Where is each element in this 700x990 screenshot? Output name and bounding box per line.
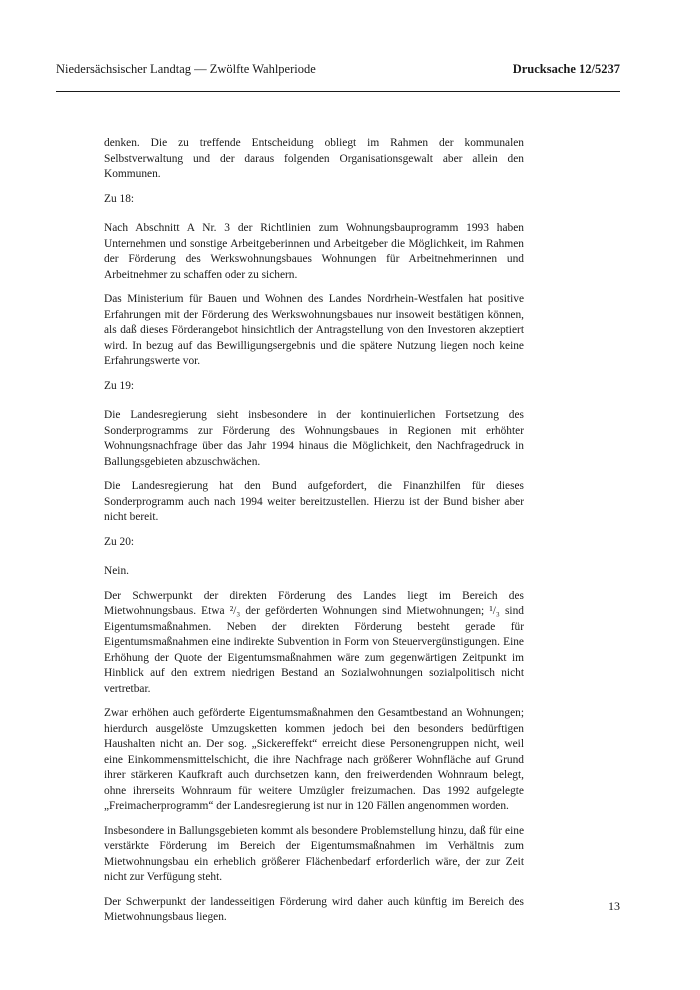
document-number: Drucksache 12/5237: [512, 62, 620, 76]
paragraph: Insbesondere in Ballungsgebieten kommt als besondere Problemstellung hinzu, daß für eine verstärkte Förderung im Bereich der Eigentumsmaßnahmen im Verhältnis zum Mietwohnungsbau ein erheblich größerer Flächenbedarf erforderlich wäre, der zur Zeit nicht zur Verfügung steht.: [104, 824, 524, 883]
paragraph: Die Landesregierung hat den Bund aufgefordert, die Finanzhilfen für dieses Sonderprogramm auch nach 1994 weiter bereitzustellen. Hierzu ist der Bund bisher aber nicht bereit.: [104, 480, 524, 523]
header-rule: [56, 91, 620, 92]
paragraph: Der Schwerpunkt der direkten Förderung des Landes liegt im Bereich des Mietwohnungsbaus. Etwa ²/₃ der geförderten Wohnungen sind Mietwohnungen; ¹/₃ sind Eigentumsmaßnahmen. Neben der direkten Förderung besteht gerade für Eigentumsmaßnahmen eine indirekte Subvention in Form von Steuervergünstigungen. Eine Erhöhung der Quote der Eigentumsmaßnahmen wäre zum gegenwärtigen Zeitpunkt im Hinblick auf den extrem niedrigen Bestand an Sozialwohnungen sozialpolitisch nicht vertretbar.: [104, 589, 524, 695]
section-heading-20: Zu 20:: [104, 535, 135, 548]
paragraph: Das Ministerium für Bauen und Wohnen des Landes Nordrhein-Westfalen hat positive Erfahrungen mit der Förderung des Werkswohnungsbaues nur insoweit bestätigen können, als daß dieses Förderangebot hinsichtlich der Antragstellung von den Investoren akzeptiert wird. In bezug auf das Bewilligungsergebnis und die spätere Nutzung liegen noch keine Erfahrungswerte vor.: [104, 293, 524, 367]
paragraph: Nach Abschnitt A Nr. 3 der Richtlinien zum Wohnungsbauprogramm 1993 haben Unternehmen und sonstige Arbeitgeberinnen und Arbeitgeber die Möglichkeit, im Rahmen der Förderung des Werkswohnungsbaues Wohnungen für Arbeitnehmerinnen und Arbeitnehmer zu schaffen oder zu sichern.: [104, 222, 524, 281]
paragraph: denken. Die zu treffende Entscheidung obliegt im Rahmen der kommunalen Selbstverwaltung und der daraus folgenden Organisationsgewalt aber allein den Kommunen.: [104, 137, 524, 180]
paragraph: Die Landesregierung sieht insbesondere in der kontinuierlichen Fortsetzung des Sonderprogramms zur Förderung des Wohnungsbaues in Regionen mit erhöhter Wohnungsnachfrage über das Jahr 1994 hinaus die Möglichkeit, den Nachfragedruck in Ballungsgebieten abzuschwächen.: [104, 409, 524, 468]
document-body: [104, 136, 524, 935]
paragraph: Zwar erhöhen auch geförderte Eigentumsmaßnahmen den Gesamtbestand an Wohnungen; hierdurch ausgelöste Umzugsketten kommen jedoch bei den besonders bedürftigen Haushalten nicht an. Der sog. „Sickereffekt“ erreicht diese Personengruppen nicht, weil eine Einkommensmittelschicht, die ihre Nachfrage nach größerer Wohnfläche auf Grund ihrer stärkeren Kaufkraft auch durchsetzen kann, den freiwerdenden Wohnraum belegt, ohne ihrerseits Wohnraum für weitere Umzügler freizumachen. Das 1992 aufgelegte „Freimacherprogramm“ der Landesregierung ist nur in 120 Fällen angenommen worden.: [104, 707, 524, 812]
section-heading-18: Zu 18:: [104, 192, 135, 205]
page-number: 13: [608, 899, 620, 913]
paragraph: Nein.: [104, 565, 129, 577]
paragraph: Der Schwerpunkt der landesseitigen Förderung wird daher auch künftig im Bereich des Mietwohnungsbaus liegen.: [104, 895, 524, 923]
header-title: Niedersächsischer Landtag — Zwölfte Wahlperiode: [56, 62, 316, 76]
section-heading-19: Zu 19:: [104, 379, 135, 392]
